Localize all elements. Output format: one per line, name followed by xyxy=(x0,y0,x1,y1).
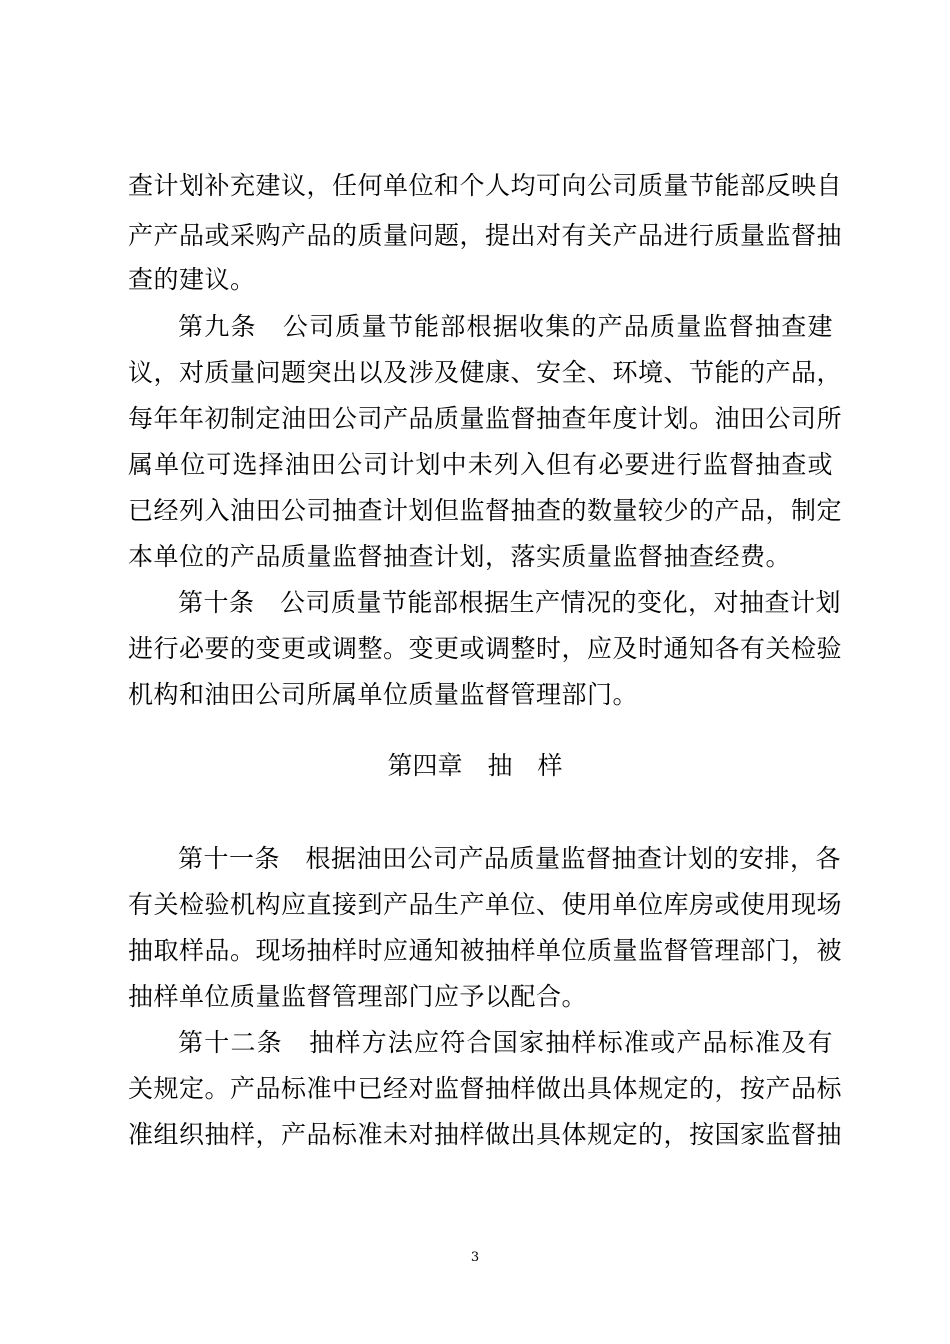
paragraph-line: 准组织抽样，产品标准未对抽样做出具体规定的，按国家监督抽 xyxy=(128,1120,843,1149)
paragraph-line: 有关检验机构应直接到产品生产单位、使用单位库房或使用现场 xyxy=(128,890,843,919)
paragraph-line: 议，对质量问题突出以及涉及健康、安全、环境、节能的产品， xyxy=(128,358,843,387)
article-9-line: 第九条 公司质量节能部根据收集的产品质量监督抽查建 xyxy=(178,312,833,341)
paragraph-line: 抽取样品。现场抽样时应通知被抽样单位质量监督管理部门，被 xyxy=(128,936,843,965)
paragraph-line: 抽样单位质量监督管理部门应予以配合。 xyxy=(128,982,588,1011)
paragraph-line: 本单位的产品质量监督抽查计划，落实质量监督抽查经费。 xyxy=(128,542,792,571)
paragraph-line: 属单位可选择油田公司计划中未列入但有必要进行监督抽查或 xyxy=(128,450,833,479)
paragraph-line: 进行必要的变更或调整。变更或调整时，应及时通知各有关检验 xyxy=(128,634,843,663)
paragraph-line: 机构和油田公司所属单位质量监督管理部门。 xyxy=(128,680,639,709)
article-11-line: 第十一条 根据油田公司产品质量监督抽查计划的安排，各 xyxy=(178,844,842,873)
chapter-title: 第四章 抽 样 xyxy=(387,751,563,780)
paragraph-line: 产产品或采购产品的质量问题，提出对有关产品进行质量监督抽 xyxy=(128,221,843,250)
article-10-line: 第十条 公司质量节能部根据生产情况的变化，对抽查计划 xyxy=(178,588,842,617)
paragraph-line: 查的建议。 xyxy=(128,265,256,294)
paragraph-line: 关规定。产品标准中已经对监督抽样做出具体规定的，按产品标 xyxy=(128,1074,843,1103)
paragraph-line: 查计划补充建议，任何单位和个人均可向公司质量节能部反映自 xyxy=(128,171,843,200)
article-12-line: 第十二条 抽样方法应符合国家抽样标准或产品标准及有 xyxy=(178,1028,833,1057)
paragraph-line: 每年年初制定油田公司产品质量监督抽查年度计划。油田公司所 xyxy=(128,404,843,433)
page-number: 3 xyxy=(470,1250,480,1265)
paragraph-line: 已经列入油田公司抽查计划但监督抽查的数量较少的产品，制定 xyxy=(128,496,843,525)
